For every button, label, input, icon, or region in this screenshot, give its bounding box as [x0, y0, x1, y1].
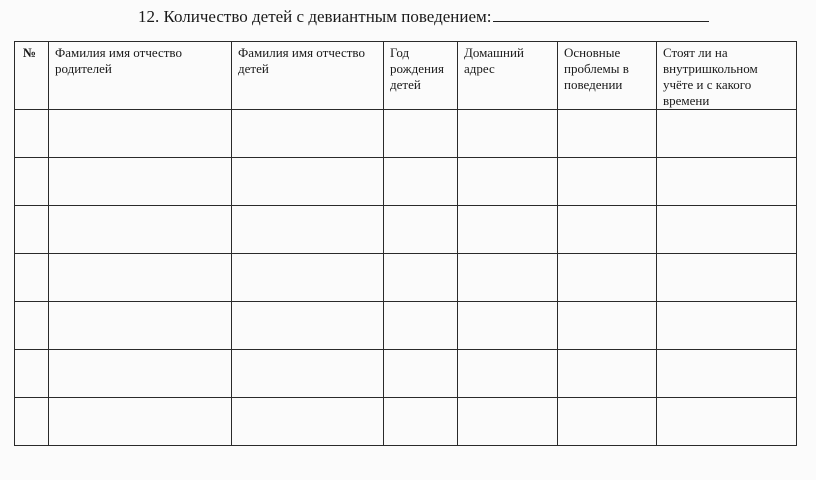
blank-cell[interactable]: [458, 302, 558, 350]
form-section-heading: [138, 6, 709, 27]
blank-cell[interactable]: [558, 158, 657, 206]
blank-cell[interactable]: [558, 206, 657, 254]
blank-cell[interactable]: [458, 254, 558, 302]
blank-cell[interactable]: [657, 206, 797, 254]
blank-cell[interactable]: [232, 158, 384, 206]
table-row: [15, 302, 797, 350]
blank-cell[interactable]: [384, 398, 458, 446]
blank-cell[interactable]: [558, 350, 657, 398]
table-row: [15, 206, 797, 254]
blank-cell[interactable]: [15, 110, 49, 158]
blank-cell[interactable]: [384, 110, 458, 158]
blank-cell[interactable]: [15, 206, 49, 254]
blank-cell[interactable]: [384, 206, 458, 254]
header-children-name: Фамилия имя отчество детей: [232, 42, 384, 110]
blank-cell[interactable]: [558, 254, 657, 302]
blank-cell[interactable]: [15, 158, 49, 206]
blank-cell[interactable]: [458, 158, 558, 206]
blank-cell[interactable]: [49, 302, 232, 350]
blank-cell[interactable]: [384, 302, 458, 350]
blank-cell[interactable]: [657, 350, 797, 398]
blank-cell[interactable]: [657, 302, 797, 350]
blank-cell[interactable]: [15, 302, 49, 350]
header-behavior-problems: Основные проблемы в поведении: [558, 42, 657, 110]
blank-cell[interactable]: [657, 254, 797, 302]
header-number: №: [15, 42, 49, 110]
blank-cell[interactable]: [232, 254, 384, 302]
blank-cell[interactable]: [558, 110, 657, 158]
table-row: [15, 158, 797, 206]
blank-cell[interactable]: [657, 158, 797, 206]
table-row: [15, 110, 797, 158]
blank-cell[interactable]: [558, 302, 657, 350]
header-birth-year: Год рождения детей: [384, 42, 458, 110]
blank-cell[interactable]: [49, 254, 232, 302]
blank-cell[interactable]: [232, 398, 384, 446]
blank-cell[interactable]: [232, 110, 384, 158]
blank-cell[interactable]: [384, 350, 458, 398]
table-body: [15, 110, 797, 446]
deviant-children-table: [14, 41, 797, 446]
table-row: [15, 398, 797, 446]
blank-cell[interactable]: [458, 110, 558, 158]
blank-cell[interactable]: [384, 254, 458, 302]
blank-cell[interactable]: [15, 398, 49, 446]
blank-cell[interactable]: [49, 398, 232, 446]
blank-cell[interactable]: [15, 350, 49, 398]
header-parents-name: Фамилия имя отчество родителей: [49, 42, 232, 110]
header-home-address: Домашний адрес: [458, 42, 558, 110]
blank-cell[interactable]: [458, 206, 558, 254]
blank-cell[interactable]: [49, 110, 232, 158]
blank-cell[interactable]: [232, 350, 384, 398]
blank-cell[interactable]: [384, 158, 458, 206]
blank-cell[interactable]: [232, 302, 384, 350]
blank-cell[interactable]: [458, 398, 558, 446]
section-title: 12. Количество детей с девиантным поведением:: [138, 7, 492, 26]
blank-cell[interactable]: [657, 398, 797, 446]
blank-cell[interactable]: [232, 206, 384, 254]
table-row: [15, 350, 797, 398]
blank-cell[interactable]: [458, 350, 558, 398]
table-header-row: [15, 42, 797, 110]
answer-blank-line[interactable]: [493, 6, 709, 22]
blank-cell[interactable]: [558, 398, 657, 446]
blank-cell[interactable]: [657, 110, 797, 158]
blank-cell[interactable]: [49, 158, 232, 206]
blank-cell[interactable]: [49, 206, 232, 254]
blank-cell[interactable]: [15, 254, 49, 302]
blank-cell[interactable]: [49, 350, 232, 398]
table-row: [15, 254, 797, 302]
header-school-registration: Стоят ли на внутришкольном учёте и с какого времени: [657, 42, 797, 110]
